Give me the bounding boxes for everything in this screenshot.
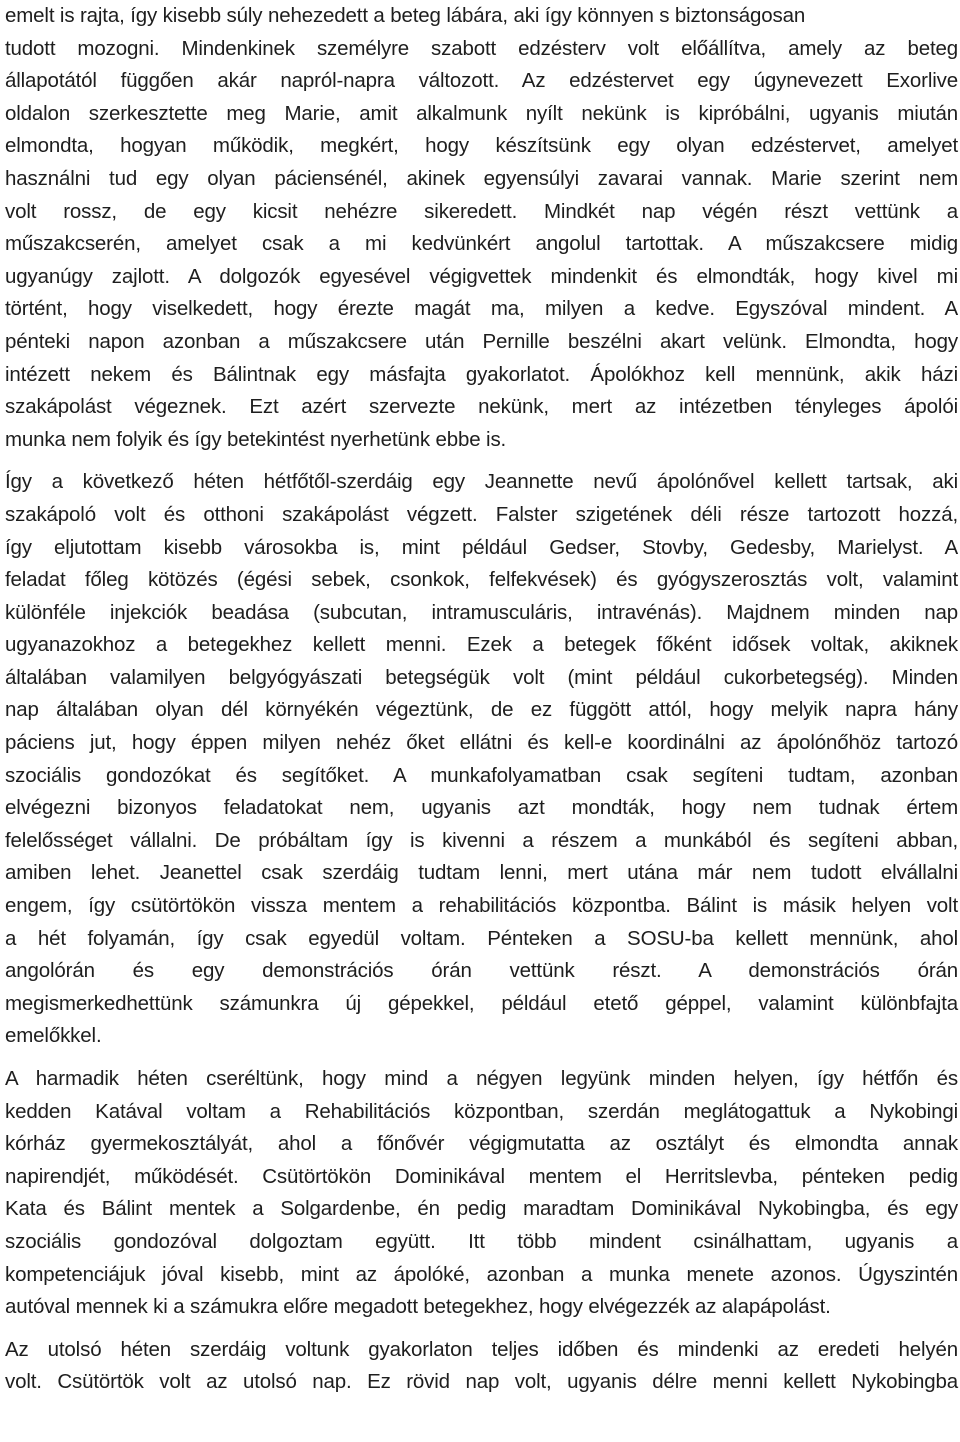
- text-line: emelt is rajta, így kisebb súly nehezedett a beteg lábára, aki így könnyen s biztonságosan: [5, 4, 806, 27]
- text-line: páciens jut, hogy éppen milyen nehéz őket ellátni és kell-e koordinálni az ápolónőhöz tartozó: [5, 731, 958, 755]
- text-line: Kata és Bálint mentek a Solgardenbe, én pedig maradtam Dominikával Nykobingba, és egy: [5, 1197, 958, 1221]
- text-line: engem, így csütörtökön vissza mentem a rehabilitációs központba. Bálint is másik helyen volt: [5, 894, 958, 918]
- text-line: oldalon szerkesztette meg Marie, amit alkalmunk nyílt nekünk is kipróbálni, ugyanis miután: [5, 101, 958, 125]
- text-line: emelőkkel.: [5, 1024, 102, 1048]
- text-line: amiben lehet. Jeanettel csak szerdáig tudtam lenni, mert utána már nem tudott elvállalni: [5, 861, 958, 885]
- text-line: használni tud egy olyan páciensénél, akinek egyensúlyi zavarai vannak. Marie szerint nem: [5, 166, 958, 190]
- text-line: szakápoló volt és otthoni szakápolást végzett. Falster szigetének déli része tartozott hozzá,: [5, 502, 958, 526]
- text-line: angolórán és egy demonstrációs órán vettünk részt. A demonstrációs órán: [5, 959, 958, 983]
- text-line: ugyanúgy zajlott. A dolgozók egyesével végigvettek mindenkit és elmondták, hogy kivel mi: [5, 264, 958, 288]
- text-line: kompetenciájuk jóval kisebb, mint az ápolóké, azonban a munka menete azonos. Úgyszintén: [5, 1262, 958, 1286]
- text-line: a hét folyamán, így csak egyedül voltam. Pénteken a SOSU-ba kellett mennünk, ahol: [5, 926, 958, 950]
- paragraph: [5, 1063, 958, 1324]
- text-line: autóval mennek ki a számukra előre megadott betegekhez, hogy elvégezzék az alapápolást.: [5, 1295, 831, 1319]
- text-line: állapotától függően akár napról-napra változott. Az edzéstervet egy úgynevezett Exorlive: [5, 69, 958, 93]
- paragraph: [5, 0, 958, 456]
- text-line: elvégezni bizonyos feladatokat nem, ugyanis azt mondták, hogy nem tudnak értem: [5, 796, 958, 820]
- text-line: így eljutottam kisebb városokba is, mint például Gedser, Stovby, Gedesby, Marielyst. A: [5, 535, 958, 559]
- text-line: kórház gyermekosztályát, ahol a főnővér végigmutatta az osztályt és elmondta annak: [5, 1132, 958, 1156]
- text-line: szakápolást végeznek. Ezt azért szervezte nekünk, mert az intézetben tényleges ápolói: [5, 395, 958, 419]
- text-line: intézett nekem és Bálintnak egy másfajta gyakorlatot. Ápolókhoz kell mennünk, akik házi: [5, 362, 958, 386]
- text-line: történt, hogy viselkedett, hogy érezte magát ma, milyen a kedve. Egyszóval mindent. A: [5, 297, 958, 321]
- text-line: feladat főleg kötözés (égési sebek, csonkok, felfekvések) és gyógyszerosztás volt, valamint: [5, 568, 958, 592]
- text-line: A harmadik héten cseréltünk, hogy mind a négyen legyünk minden helyen, így hétfőn és: [5, 1067, 958, 1090]
- text-line: felelősséget vállalni. De próbáltam így is kivenni a részem a munkából és segíteni abban,: [5, 828, 958, 852]
- text-line: kedden Katával voltam a Rehabilitációs központban, szerdán meglátogattuk a Nykobingi: [5, 1099, 958, 1123]
- text-line: Így a következő héten hétfőtől-szerdáig egy Jeannette nevű ápolónővel kellett tartsak, aki: [5, 470, 958, 494]
- text-line: pénteki napon azonban a műszakcsere után Pernille beszélni akart velünk. Elmondta, hogy: [5, 329, 958, 353]
- text-line: Az utolsó héten szerdáig voltunk gyakorlaton teljes időben és mindenki az eredeti helyén: [5, 1337, 958, 1361]
- text-line: általában valamilyen belgyógyászati betegségük volt (mint például cukorbetegség). Minden: [5, 665, 958, 689]
- text-line: ugyanazokhoz a betegekhez kellett menni. Ezek a betegek főként idősek voltak, akiknek: [5, 633, 958, 657]
- paragraph: [5, 1334, 958, 1399]
- text-line: megismerkedhettünk számunkra új gépekkel, például etető géppel, valamint különbfajta: [5, 991, 958, 1015]
- text-line: nap általában olyan dél környékén végeztünk, de ez függött attól, hogy melyik napra hány: [5, 698, 958, 722]
- text-line: szociális gondozókat és segítőket. A munkafolyamatban csak segíteni tudtam, azonban: [5, 763, 958, 787]
- text-line: elmondta, hogyan működik, megkért, hogy készítsünk egy olyan edzéstervet, amelyet: [5, 134, 958, 158]
- text-line: munka nem folyik és így betekintést nyerhetünk ebbe is.: [5, 427, 507, 451]
- text-line: szociális gondozóval dolgoztam együtt. Itt több mindent csinálhattam, ugyanis a: [5, 1229, 958, 1253]
- text-line: napirendjét, működését. Csütörtökön Dominikával mentem el Herritslevba, pénteken pedig: [5, 1164, 958, 1188]
- text-line: különféle injekciók beadása (subcutan, intramusculáris, intravénás). Majdnem minden nap: [5, 600, 958, 624]
- paragraph: [5, 466, 958, 1053]
- text-line: volt. Csütörtök volt az utolsó nap. Ez rövid nap volt, ugyanis délre menni kellett Nykobingba: [5, 1370, 958, 1394]
- text-line: volt rossz, de egy kicsit nehézre sikeredett. Mindkét nap végén részt vettünk a: [5, 199, 958, 223]
- text-line: műszakcserén, amelyet csak a mi kedvünkért angolul tartottak. A műszakcsere midig: [5, 232, 958, 256]
- text-line: tudott mozogni. Mindenkinek személyre szabott edzésterv volt előállítva, amely az beteg: [5, 36, 958, 60]
- document-body: [5, 0, 958, 1399]
